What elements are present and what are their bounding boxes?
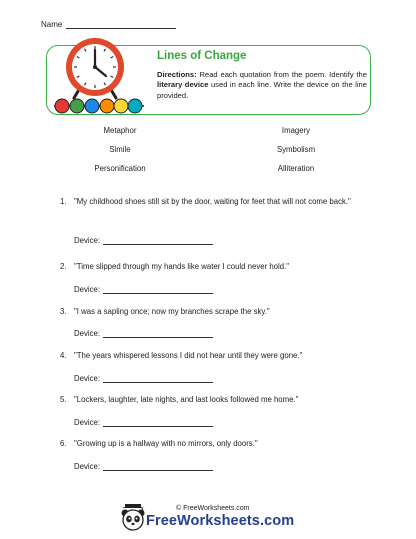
question-number: 4. (60, 351, 67, 360)
device-personification: Personification (94, 164, 146, 173)
question-number: 2. (60, 262, 67, 271)
question-number: 6. (60, 439, 67, 448)
device-metaphor: Metaphor (103, 126, 137, 135)
question-text: "My childhood shoes still sit by the door, waiting for feet that will not come back." (74, 197, 351, 206)
device-answer-5 (74, 418, 213, 427)
device-label: Device: (74, 329, 100, 338)
device-blank[interactable] (103, 286, 213, 294)
beads-decoration (54, 97, 144, 115)
device-answer-6 (74, 462, 213, 471)
directions-text (157, 70, 367, 101)
device-answer-2 (74, 285, 213, 294)
clock-icon (64, 36, 126, 100)
directions-label: Directions: (157, 70, 197, 79)
question-number: 1. (60, 197, 67, 206)
device-blank[interactable] (103, 419, 213, 427)
device-answer-3 (74, 329, 213, 338)
question-text: "Time slipped through my hands like water I could never hold." (74, 262, 290, 271)
directions-pre: Read each quotation from the poem. Identify the (196, 70, 367, 79)
question-number: 3. (60, 307, 67, 316)
device-answer-1 (74, 236, 213, 245)
device-simile: Simile (109, 145, 131, 154)
device-label: Device: (74, 236, 100, 245)
device-answer-4 (74, 374, 213, 383)
directions-post: used in each line. Write the device on the line provided. (157, 80, 367, 100)
device-blank[interactable] (103, 463, 213, 471)
name-field (41, 20, 176, 29)
device-blank[interactable] (103, 375, 213, 383)
device-blank[interactable] (103, 237, 213, 245)
device-label: Device: (74, 462, 100, 471)
device-blank[interactable] (103, 330, 213, 338)
device-label: Device: (74, 418, 100, 427)
device-imagery: Imagery (281, 126, 311, 135)
name-label: Name (41, 20, 63, 29)
question-text: "Growing up is a hallway with no mirrors, only doors." (74, 439, 258, 448)
question-text: "Lockers, laughter, late nights, and last looks followed me home." (74, 395, 299, 404)
device-symbolism: Symbolism (276, 145, 316, 154)
panda-logo-icon (120, 504, 146, 532)
footer-copyright: © FreeWorksheets.com (176, 505, 250, 512)
device-alliteration: Alliteration (277, 164, 315, 173)
footer-logo[interactable]: FreeWorksheets.com (146, 513, 295, 529)
question-number: 5. (60, 395, 67, 404)
question-text: "I was a sapling once; now my branches scrape the sky." (74, 307, 270, 316)
question-text: "The years whispered lessons I did not hear until they were gone." (74, 351, 303, 360)
device-label: Device: (74, 374, 100, 383)
worksheet-title: Lines of Change (157, 50, 247, 62)
name-blank[interactable] (66, 21, 176, 29)
device-label: Device: (74, 285, 100, 294)
directions-bold: literary device (157, 80, 209, 90)
